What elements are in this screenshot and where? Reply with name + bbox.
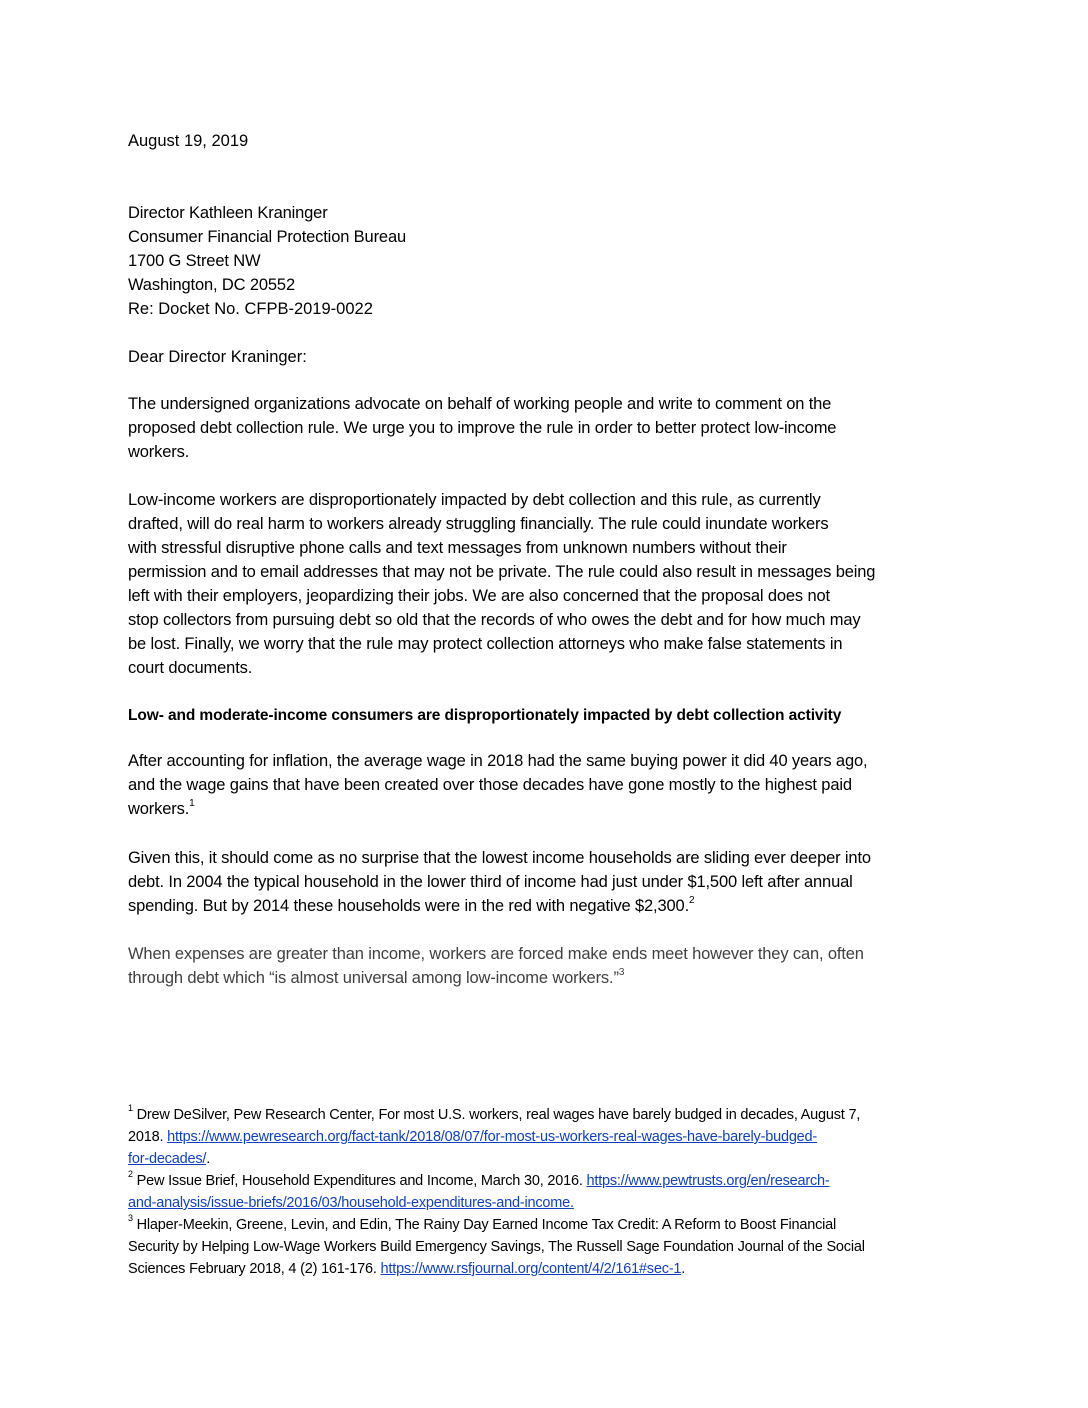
paragraph-text: workers.: [128, 800, 190, 818]
footnote-3-line: [128, 1258, 960, 1280]
footnote-text: Sciences February 2018, 4 (2) 161-176.: [128, 1261, 381, 1277]
footnote-ref[interactable]: 3: [618, 966, 625, 978]
letter-page: [128, 0, 960, 1408]
footnote-number: 2: [128, 1169, 133, 1180]
footnote-1-link[interactable]: for-decades/: [128, 1151, 207, 1167]
address-line: Washington, DC 20552: [128, 276, 295, 294]
paragraph-line: stop collectors from pursuing debt so old that the records of who owes the debt and for how much may: [128, 611, 861, 629]
footnote-number: 1: [128, 1103, 133, 1114]
footnote-number: 3: [128, 1213, 133, 1224]
paragraph-line: and the wage gains that have been created over those decades have gone mostly to the highest paid: [128, 776, 852, 794]
paragraph-line: After accounting for inflation, the average wage in 2018 had the same buying power it did 40 years ago,: [128, 752, 868, 770]
footnote-3-link[interactable]: https://www.rsfjournal.org/content/4/2/161#sec-1: [380, 1261, 682, 1277]
footnote-2-line: [128, 1170, 960, 1192]
footnote-ref[interactable]: 2: [689, 894, 695, 906]
footnote-3-line: [128, 1214, 960, 1236]
footnote-2-line: [128, 1192, 960, 1214]
paragraph-line: workers.: [128, 443, 190, 461]
address-line: Consumer Financial Protection Bureau: [128, 228, 406, 246]
footnote-text: Hlaper-Meekin, Greene, Levin, and Edin, The Rainy Day Earned Income Tax Credit: A Reform to Boost Financial: [132, 1217, 837, 1233]
paragraph-line: Given this, it should come as no surprise that the lowest income households are sliding ever deeper into: [128, 849, 871, 867]
paragraph-debt: [128, 846, 960, 918]
footnote-1-line: [128, 1148, 960, 1170]
paragraph-line: When expenses are greater than income, workers are forced make ends meet however they can, often: [128, 945, 864, 963]
salutation: Dear Director Kraninger:: [128, 348, 307, 366]
paragraph-harm: [128, 488, 960, 680]
footnote-2-link[interactable]: https://www.pewtrusts.org/en/research-: [586, 1173, 830, 1189]
footnote-text: Drew DeSilver, Pew Research Center, For most U.S. workers, real wages have barely budged in decades, August 7,: [132, 1107, 861, 1123]
paragraph-line: [128, 966, 960, 990]
paragraph-line: permission and to email addresses that may not be private. The rule could also result in messages being: [128, 563, 876, 581]
footnote-ref[interactable]: 1: [189, 797, 195, 809]
paragraph-line: proposed debt collection rule. We urge you to improve the rule in order to better protect low-income: [128, 419, 837, 437]
paragraph-text: spending. But by 2014 these households were in the red with negative $2,300.: [128, 897, 690, 915]
footnote-1-line: [128, 1104, 960, 1126]
section-heading: Low- and moderate-income consumers are disproportionately impacted by debt collection activity: [128, 707, 842, 724]
address-line: Director Kathleen Kraninger: [128, 204, 328, 222]
letter-date: August 19, 2019: [128, 132, 249, 150]
footnote-text: .: [681, 1261, 686, 1277]
paragraph-line: [128, 797, 960, 821]
paragraph-line: drafted, will do real harm to workers already struggling financially. The rule could inundate workers: [128, 515, 829, 533]
paragraph-line: The undersigned organizations advocate on behalf of working people and write to comment on the: [128, 395, 832, 413]
paragraph-expenses: [128, 942, 960, 990]
re-line: Re: Docket No. CFPB-2019-0022: [128, 300, 373, 318]
footnote-2-link[interactable]: and-analysis/issue-briefs/2016/03/household-expenditures-and-income.: [128, 1195, 574, 1211]
footnote-1-line: [128, 1126, 960, 1148]
recipient-address: [128, 201, 960, 297]
paragraph-line: left with their employers, jeopardizing their jobs. We are also concerned that the proposal does not: [128, 587, 830, 605]
address-line: 1700 G Street NW: [128, 252, 261, 270]
footnote-text: .: [206, 1151, 211, 1167]
paragraph-line: be lost. Finally, we worry that the rule may protect collection attorneys who make false statements in: [128, 635, 843, 653]
footnote-text: Pew Issue Brief, Household Expenditures and Income, March 30, 2016.: [132, 1173, 587, 1189]
footnotes: [128, 1104, 960, 1280]
paragraph-intro: [128, 392, 960, 464]
paragraph-line: debt. In 2004 the typical household in the lower third of income had just under $1,500 left after annual: [128, 873, 853, 891]
paragraph-text: through debt which “is almost universal among low-income workers.”: [128, 969, 619, 987]
paragraph-line: court documents.: [128, 659, 253, 677]
paragraph-line: with stressful disruptive phone calls and text messages from unknown numbers without their: [128, 539, 787, 557]
paragraph-wages: [128, 749, 960, 821]
footnote-1-link[interactable]: https://www.pewresearch.org/fact-tank/2018/08/07/for-most-us-workers-real-wages-have-barely-budged-: [167, 1129, 818, 1145]
footnote-text: 2018.: [128, 1129, 168, 1145]
footnote-3-line: Security by Helping Low-Wage Workers Build Emergency Savings, The Russell Sage Foundation Journal of the Social: [128, 1239, 865, 1255]
paragraph-line: Low-income workers are disproportionately impacted by debt collection and this rule, as currently: [128, 491, 821, 509]
paragraph-line: [128, 894, 960, 918]
